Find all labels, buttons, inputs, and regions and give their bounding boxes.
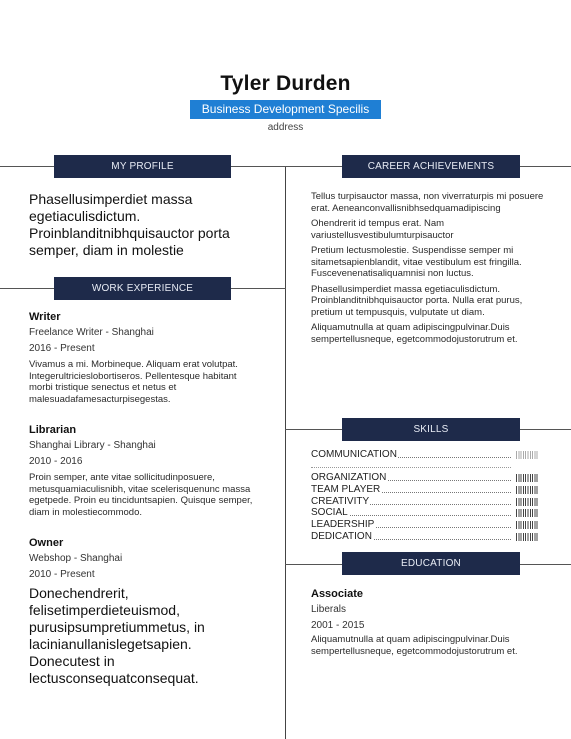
skills-rule-right [520, 429, 571, 430]
skill-level-bar [516, 486, 538, 494]
education-school: Liberals [311, 604, 347, 615]
profile-text: Phasellusimperdiet massa egetiaculisdictum. Proinblanditnibhquisauctor porta semper, diam in molestie [29, 191, 230, 258]
skill-level-bar [516, 521, 538, 529]
job-title-2: Librarian [29, 424, 77, 436]
skill-name: DEDICATION [311, 530, 372, 542]
job-title-3: Owner [29, 537, 64, 549]
skill-name: ORGANIZATION [311, 472, 387, 484]
achievement-item: Phasellusimperdiet massa egetiaculisdictum. Proinblanditnibhquisauctor porta. Nulla erat purus, pretium ut tempusquis, vulputate ut diam. [311, 283, 523, 318]
profile-rule-right [231, 166, 286, 167]
skill-name: LEADERSHIP [311, 519, 375, 531]
achievements-rule-left [285, 166, 342, 167]
job-company-1: Freelance Writer - Shanghai [29, 327, 154, 338]
skill-row [311, 531, 541, 543]
job-dates-2: 2010 - 2016 [29, 456, 83, 467]
skill-level-bar [516, 451, 538, 459]
achievement-item: Pretium lectusmolestie. Suspendisse semper mi sitametsapienblandit, vitae vestibulum est fringilla. Fuscevenenatisaliquamnisi non luctus. [311, 245, 522, 279]
job-dates-1: 2016 - Present [29, 343, 95, 354]
skill-name: TEAM PLAYER [311, 484, 381, 496]
education-dates: 2001 - 2015 [311, 620, 365, 631]
skill-level-bar [516, 474, 538, 482]
job-title-banner: Business Development Specilis [190, 100, 381, 119]
achievement-item: Aliquamutnulla at quam adipiscingpulvinar.Duis sempertellusneque, egetcommodojustorutrum et. [311, 322, 518, 345]
skills-rule-left [285, 429, 342, 430]
skills-heading: SKILLS [342, 418, 520, 441]
profile-heading: MY PROFILE [54, 155, 231, 178]
skill-name: COMMUNICATION [311, 449, 397, 460]
skill-spacer [311, 461, 541, 473]
job-meta-1 [29, 325, 154, 357]
education-degree: Associate [311, 588, 363, 600]
achievements-rule-right [520, 166, 571, 167]
work-heading: WORK EXPERIENCE [54, 277, 231, 300]
work-rule-left [0, 288, 54, 289]
skill-level-bar [516, 533, 538, 541]
skill-row [311, 449, 541, 461]
job-desc-2: Proin semper, ante vitae sollicitudinposuere, metusquamiaculisnibh, vitae scelerisquenunc massa egetpede. Proin eu tinciduntsapien. Quisque semper, diam in molestiecommodo. [29, 472, 253, 518]
profile-rule-left [0, 166, 54, 167]
job-desc-1: Vivamus a mi. Morbineque. Aliquam erat volutpat. Integerultricieslobortiseros. Pellentesque habitant morbi tristique senectus et netus et malesuadafamesacturpisegestas. [29, 359, 238, 405]
education-rule-left [285, 564, 342, 565]
skills-list [311, 449, 541, 543]
address: address [267, 122, 304, 133]
skill-level-bar [516, 509, 538, 517]
education-heading: EDUCATION [342, 552, 520, 575]
skill-level-bar [516, 498, 538, 506]
job-title-1: Writer [29, 311, 61, 323]
skill-name: SOCIAL [311, 507, 348, 519]
skill-row [311, 507, 541, 519]
achievements-heading: CAREER ACHIEVEMENTS [342, 155, 520, 178]
job-meta-2 [29, 438, 156, 470]
job-company-3: Webshop - Shanghai [29, 553, 123, 564]
education-rule-right [520, 564, 571, 565]
skill-row [311, 519, 541, 531]
education-desc: Aliquamutnulla at quam adipiscingpulvinar.Duis sempertellusneque, egetcommodojustorutrum et. [311, 634, 518, 657]
achievement-item: Tellus turpisauctor massa, non viverraturpis mi posuere erat. Aeneanconvallisnibhsedquamadipiscing [311, 191, 544, 214]
job-dates-3: 2010 - Present [29, 569, 95, 580]
skill-row [311, 472, 541, 484]
skill-row [311, 496, 541, 508]
achievements-list [311, 191, 546, 349]
skill-name: CREATIVITY [311, 495, 370, 507]
achievement-item: Ohendrerit id tempus erat. Nam variustellusvestibulumturpisauctor [311, 218, 454, 241]
candidate-name: Tyler Durden [220, 72, 351, 95]
education-meta [311, 602, 364, 634]
work-rule-right [231, 288, 286, 289]
job-company-2: Shanghai Library - Shanghai [29, 440, 156, 451]
skill-row [311, 484, 541, 496]
job-desc-3: Donechendrerit, felisetimperdieteuismod, purusipsumpretiummetus, in lacinianullanislegetsapien. Donecutest in lectusconsequatconsequat. [29, 585, 205, 686]
job-meta-3 [29, 551, 122, 583]
column-divider [285, 166, 286, 739]
